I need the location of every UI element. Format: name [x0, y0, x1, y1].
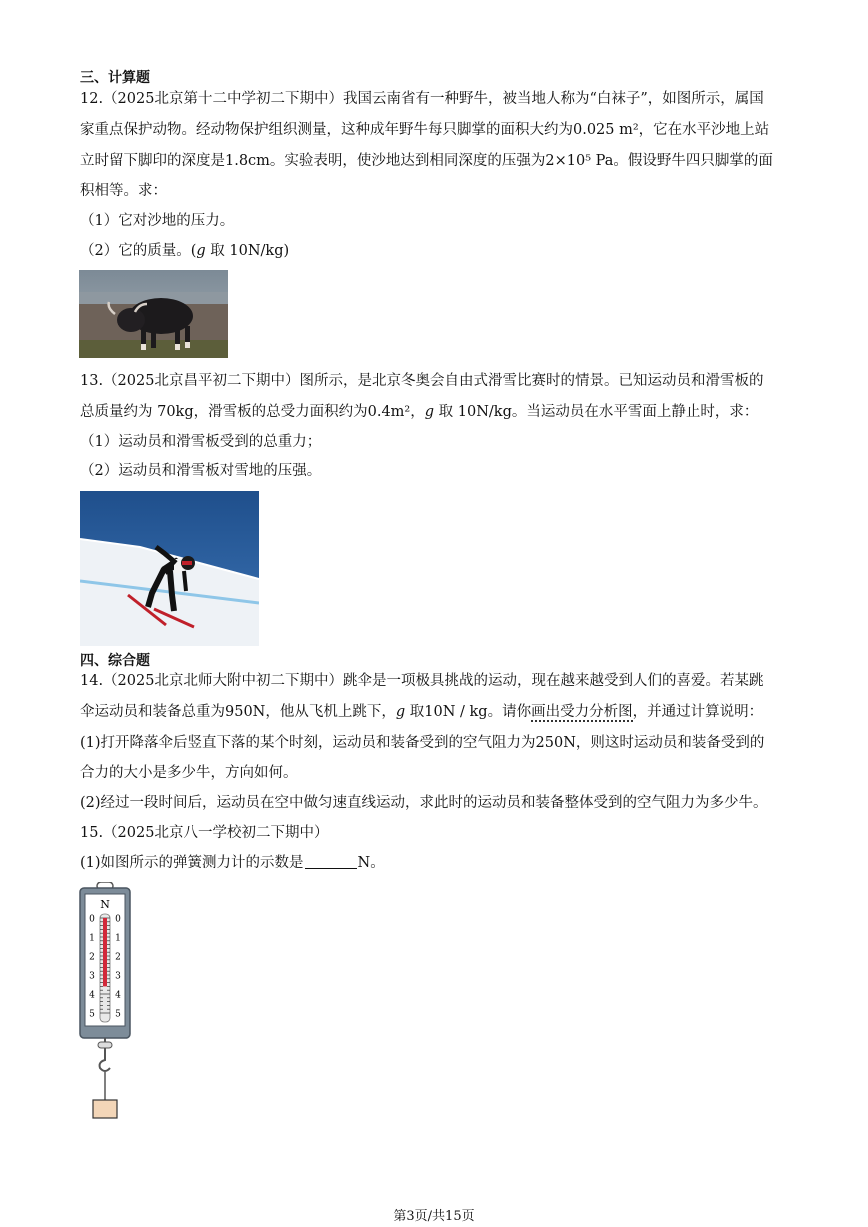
- gauge-tick-label-right: 0: [115, 914, 121, 925]
- gauge-tick-label-left: 3: [89, 971, 95, 982]
- gauge-tick-label-left: 1: [89, 933, 95, 944]
- yak-photo: [79, 270, 228, 358]
- gauge-tick-label-left: 4: [89, 990, 95, 1001]
- q14-sub-1a: (1)打开降落伞后竖直下落的某个时刻，运动员和装备受到的空气阻力为250N，则这时运动员和装备受到的: [80, 735, 765, 751]
- q15-sub-1: (1)如图所示的弹簧测力计的示数是 N。: [80, 855, 385, 871]
- gauge-tick-label-right: 1: [115, 933, 121, 944]
- gauge-tick-label-right: 3: [115, 971, 121, 982]
- q15-line-1: 15.（2025北京八一学校初二下期中）: [80, 825, 329, 841]
- q12-line-2: 家重点保护动物。经动物保护组织测量，这种成年野牛每只脚掌的面积大约为0.025 m²，它在水平沙地上站: [80, 122, 770, 138]
- q13-line-2: 总质量约为 70kg，滑雪板的总受力面积约为0.4m²，g 取 10N/kg。当运动员在水平雪面上静止时，求：: [80, 404, 759, 420]
- page-footer: 第3页/共15页: [393, 1209, 475, 1224]
- q14-line-2: 伞运动员和装备总重为950N，他从飞机上跳下，g 取10N / kg。请你画出受力分析图，并通过计算说明：: [80, 704, 764, 720]
- gauge-tick-label-left: 2: [89, 952, 95, 963]
- q13-line-1: 13.（2025北京昌平初二下期中）图所示，是北京冬奥会自由式滑雪比赛时的情景。已知运动员和滑雪板的: [80, 373, 764, 389]
- section-title-calc: 三、计算题: [80, 70, 150, 86]
- gauge-tick-label-right: 5: [115, 1009, 121, 1020]
- gauge-tick-label-right: 4: [115, 990, 121, 1001]
- q13-sub-1: （1）运动员和滑雪板受到的总重力；: [80, 434, 322, 450]
- q14-sub-1b: 合力的大小是多少牛，方向如何。: [80, 765, 298, 781]
- q14-line-1: 14.（2025北京北师大附中初二下期中）跳伞是一项极具挑战的运动，现在越来越受到人们的喜爱。若某跳: [80, 673, 764, 689]
- spring-scale: [78, 882, 132, 1122]
- q12-line-4: 积相等。求：: [80, 183, 167, 199]
- gauge-tick-label-left: 0: [89, 914, 95, 925]
- gauge-tick-label-right: 2: [115, 952, 121, 963]
- q12-line-1: 12.（2025北京第十二中学初二下期中）我国云南省有一种野牛，被当地人称为“白袜子”，如图所示，属国: [80, 91, 764, 107]
- q12-sub-2: （2）它的质量。(g 取 10N/kg): [80, 243, 290, 259]
- q13-sub-2: （2）运动员和滑雪板对雪地的压强。: [80, 463, 322, 479]
- q12-line-3: 立时留下脚印的深度是1.8cm。实验表明，使沙地达到相同深度的压强为2×10⁵ Pa。假设野牛四只脚掌的面: [80, 153, 773, 169]
- q12-sub-1: （1）它对沙地的压力。: [80, 213, 235, 229]
- answer-blank[interactable]: [305, 854, 357, 869]
- q14-sub-2: (2)经过一段时间后，运动员在空中做匀速直线运动，求此时的运动员和装备整体受到的空气阻力为多少牛。: [80, 795, 768, 811]
- hanging-weight: [93, 1100, 117, 1118]
- gauge-unit: N: [100, 898, 110, 911]
- section-title-comprehensive: 四、综合题: [80, 653, 150, 669]
- skier-photo: [80, 491, 259, 646]
- gauge-tick-label-left: 5: [89, 1009, 95, 1020]
- gauge-reading-bar: [103, 918, 107, 986]
